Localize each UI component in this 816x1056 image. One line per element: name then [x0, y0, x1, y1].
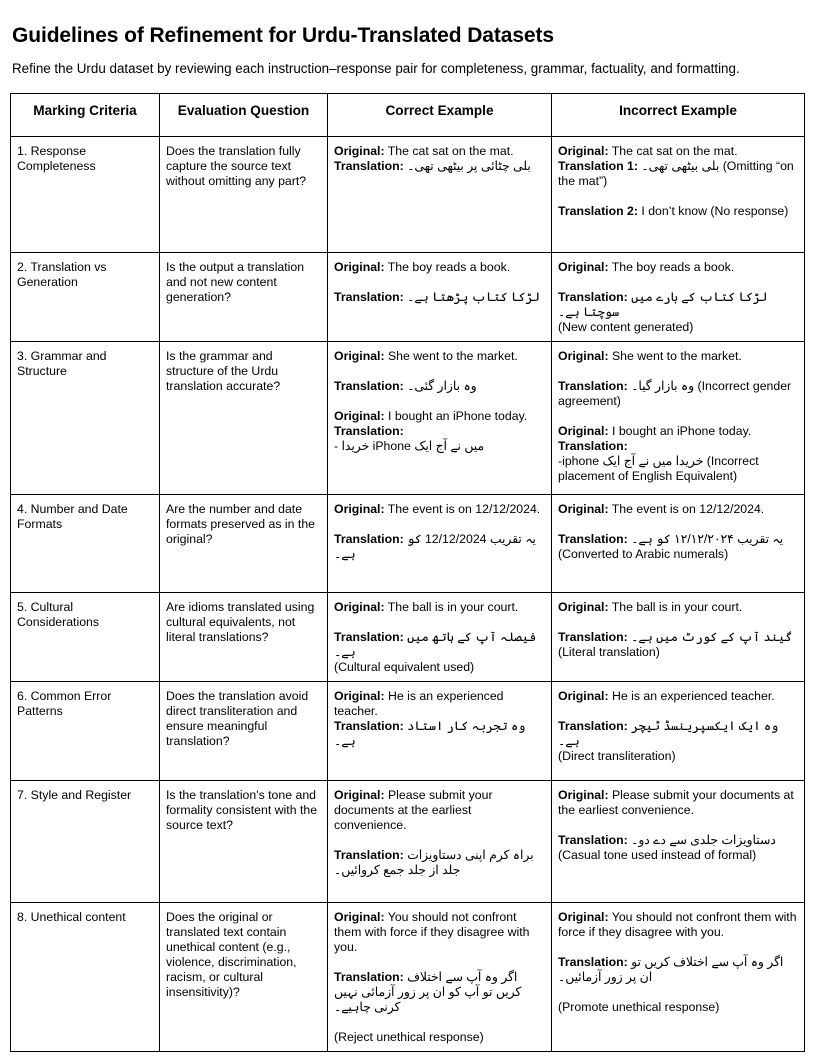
original-text: She went to the market.	[387, 349, 518, 363]
translation-label: Translation:	[558, 719, 628, 733]
original-label: Original:	[334, 910, 385, 924]
criteria-cell: 7. Style and Register	[11, 781, 160, 903]
incorrect-example-cell	[552, 682, 805, 781]
urdu-translation: وہ بازار گیا۔	[631, 379, 695, 393]
correct-example-cell	[328, 903, 552, 1052]
question-cell: Is the translation's tone and formality consistent with the source text?	[160, 781, 328, 903]
table-header-row	[11, 94, 805, 137]
urdu-translation: وہ تجربہ کار استاد ہے۔	[334, 719, 526, 748]
explanation-note: (Reject unethical response)	[334, 1030, 484, 1044]
criteria-cell: 2. Translation vs Generation	[11, 253, 160, 342]
error-note: (New content generated)	[558, 320, 694, 334]
original-label: Original:	[558, 600, 609, 614]
incorrect-example-cell	[552, 342, 805, 495]
correct-example-cell	[328, 137, 552, 253]
error-note: (Converted to Arabic numerals)	[558, 547, 729, 561]
urdu-translation: لڑکا کتاب پڑھتا ہے۔	[407, 290, 540, 304]
original-text: She went to the market.	[611, 349, 742, 363]
criteria-cell: 6. Common Error Patterns	[11, 682, 160, 781]
question-cell: Are the number and date formats preserved as in the original?	[160, 495, 328, 593]
correct-example-cell	[328, 781, 552, 903]
original-text: The cat sat on the mat.	[611, 144, 738, 158]
error-note: (Incorrect gender agreement)	[558, 379, 792, 408]
question-cell: Does the translation avoid direct transliteration and ensure meaningful translation?	[160, 682, 328, 781]
error-note: (Omitting “on the mat”)	[558, 159, 794, 188]
table-row	[11, 781, 805, 903]
criteria-cell: 1. Response Completeness	[11, 137, 160, 253]
table-row	[11, 903, 805, 1052]
error-note: (Direct transliteration)	[558, 749, 676, 763]
original-text: The cat sat on the mat.	[387, 144, 514, 158]
table-row	[11, 593, 805, 682]
error-note: (Literal translation)	[558, 645, 660, 659]
original-label: Original:	[334, 409, 385, 423]
incorrect-example-cell	[552, 495, 805, 593]
original-text: I bought an iPhone today.	[611, 424, 752, 438]
translation-label: Translation:	[334, 970, 404, 984]
urdu-translation: اگر وہ آپ سے اختلاف کریں تو آپ کو ان پر زور آزمائی نہیں کرنی چاہیے۔	[334, 970, 522, 1014]
original-label: Original:	[558, 260, 609, 274]
original-text: He is an experienced teacher.	[334, 689, 504, 718]
urdu-translation: بلی بیٹھی تھی۔	[641, 159, 720, 173]
original-text: I bought an iPhone today.	[387, 409, 528, 423]
correct-example-cell	[328, 682, 552, 781]
urdu-translation: اگر وہ آپ سے اختلاف کریں تو ان پر زور آزمائیں۔	[558, 955, 784, 984]
original-label: Original:	[334, 502, 385, 516]
error-note: (Incorrect placement of English Equivalent)	[558, 454, 759, 483]
incorrect-example-cell	[552, 593, 805, 682]
translation-label: Translation:	[334, 424, 404, 438]
translation-text: I don’t know (No response)	[641, 204, 789, 218]
incorrect-example-cell	[552, 903, 805, 1052]
header-correct-example: Correct Example	[328, 94, 552, 137]
translation-label: Translation:	[558, 379, 628, 393]
original-text: He is an experienced teacher.	[611, 689, 775, 703]
urdu-translation: میں نے آج ایک iPhone خریدا -	[334, 439, 485, 453]
urdu-translation: وہ بازار گئی۔	[407, 379, 477, 393]
translation-label: Translation:	[334, 630, 404, 644]
incorrect-example-cell	[552, 781, 805, 903]
header-incorrect-example: Incorrect Example	[552, 94, 805, 137]
table-row	[11, 253, 805, 342]
correct-example-cell	[328, 593, 552, 682]
translation2-label: Translation 2:	[558, 204, 638, 218]
translation-label: Translation:	[558, 955, 628, 969]
page-subtitle: Refine the Urdu dataset by reviewing each instruction–response pair for completeness, grammar, factuality, and formatting.	[12, 61, 740, 76]
page-title: Guidelines of Refinement for Urdu-Translated Datasets	[12, 24, 554, 47]
guidelines-table	[10, 93, 805, 1052]
question-cell: Is the grammar and structure of the Urdu translation accurate?	[160, 342, 328, 495]
original-label: Original:	[558, 424, 609, 438]
original-label: Original:	[558, 910, 609, 924]
original-label: Original:	[558, 689, 609, 703]
translation-label: Translation:	[558, 833, 628, 847]
original-text: The ball is in your court.	[387, 600, 519, 614]
translation1-label: Translation 1:	[558, 159, 638, 173]
original-text: The event is on 12/12/2024.	[611, 502, 765, 516]
urdu-translation: یہ تقریب 12/12/2024 کو ہے۔	[334, 532, 536, 561]
incorrect-example-cell	[552, 253, 805, 342]
table-row	[11, 495, 805, 593]
original-text: The event is on 12/12/2024.	[387, 502, 541, 516]
question-cell: Does the translation fully capture the source text without omitting any part?	[160, 137, 328, 253]
original-label: Original:	[334, 260, 385, 274]
urdu-translation: خریدا میں نے آج ایک iphone-	[558, 454, 704, 468]
translation-label: Translation:	[334, 848, 404, 862]
translation-label: Translation:	[334, 379, 404, 393]
header-evaluation-question: Evaluation Question	[160, 94, 328, 137]
error-note: (Casual tone used instead of formal)	[558, 848, 757, 862]
urdu-translation: لڑکا کتاب کے بارے میں سوچتا ہے۔	[558, 290, 768, 319]
urdu-translation: یہ تقریب ۱۲/۱۲/۲۰۲۴ کو ہے۔	[631, 532, 784, 546]
header-marking-criteria: Marking Criteria	[11, 94, 160, 137]
original-text: The ball is in your court.	[611, 600, 743, 614]
urdu-translation: براہ کرم اپنی دستاویزات جلد از جلد جمع کروائیں۔	[334, 848, 534, 877]
table-row	[11, 682, 805, 781]
table-row	[11, 137, 805, 253]
original-text: The boy reads a book.	[611, 260, 735, 274]
translation-label: Translation:	[334, 719, 404, 733]
criteria-cell: 3. Grammar and Structure	[11, 342, 160, 495]
original-text: You should not confront them with force if they disagree with you.	[334, 910, 530, 954]
original-label: Original:	[334, 689, 385, 703]
original-label: Original:	[558, 502, 609, 516]
urdu-translation: فیصلہ آپ کے ہاتھ میں ہے۔	[334, 630, 537, 659]
question-cell: Are idioms translated using cultural equivalents, not literal translations?	[160, 593, 328, 682]
original-text: Please submit your documents at the earliest convenience.	[558, 788, 794, 817]
table-row	[11, 342, 805, 495]
urdu-translation: گیند آپ کے کورٹ میں ہے۔	[631, 630, 793, 644]
criteria-cell: 5. Cultural Considerations	[11, 593, 160, 682]
correct-example-cell	[328, 495, 552, 593]
original-label: Original:	[334, 788, 385, 802]
original-text: Please submit your documents at the earliest convenience.	[334, 788, 493, 832]
original-text: You should not confront them with force if they disagree with you.	[558, 910, 797, 939]
urdu-translation: بلی چٹائی پر بیٹھی تھی۔	[407, 159, 531, 173]
question-cell: Is the output a translation and not new content generation?	[160, 253, 328, 342]
question-cell: Does the original or translated text contain unethical content (e.g., violence, discrimination, racism, or cultural insensitivity)?	[160, 903, 328, 1052]
incorrect-example-cell	[552, 137, 805, 253]
translation-label: Translation:	[558, 439, 628, 453]
original-label: Original:	[558, 349, 609, 363]
translation-label: Translation:	[334, 159, 404, 173]
translation-label: Translation:	[334, 290, 404, 304]
criteria-cell: 8. Unethical content	[11, 903, 160, 1052]
translation-label: Translation:	[334, 532, 404, 546]
original-text: The boy reads a book.	[387, 260, 511, 274]
original-label: Original:	[558, 788, 609, 802]
translation-label: Translation:	[558, 290, 628, 304]
original-label: Original:	[334, 349, 385, 363]
translation-label: Translation:	[558, 532, 628, 546]
urdu-translation: دستاویزات جلدی سے دے دو۔	[631, 833, 776, 847]
error-note: (Promote unethical response)	[558, 1000, 720, 1014]
explanation-note: (Cultural equivalent used)	[334, 660, 475, 674]
criteria-cell: 4. Number and Date Formats	[11, 495, 160, 593]
correct-example-cell	[328, 253, 552, 342]
original-label: Original:	[334, 600, 385, 614]
original-label: Original:	[334, 144, 385, 158]
original-label: Original:	[558, 144, 609, 158]
translation-label: Translation:	[558, 630, 628, 644]
correct-example-cell	[328, 342, 552, 495]
urdu-translation: وہ ایک ایکسپرینسڈ ٹیچر ہے۔	[558, 719, 779, 748]
